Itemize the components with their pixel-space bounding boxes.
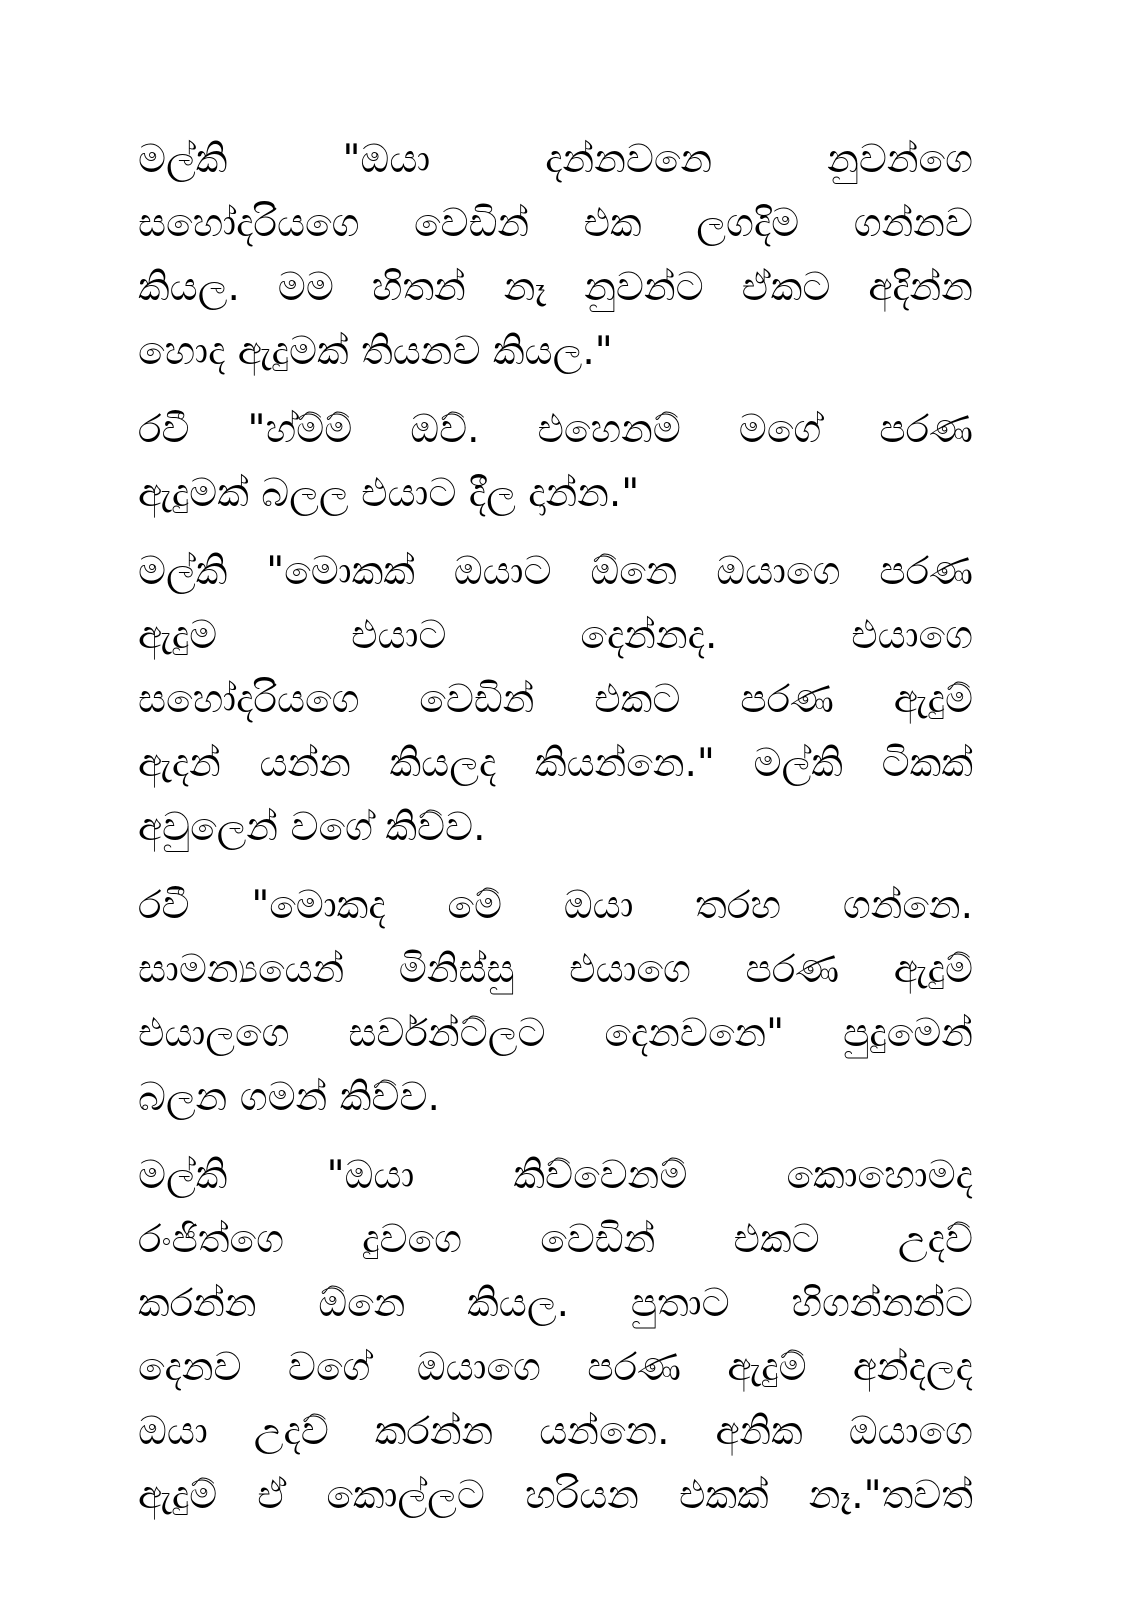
text-line: සහෝදරියගෙ වෙඩින් එක ලගදිම ගන්නව (138, 201, 973, 246)
paragraph-5 (138, 1144, 973, 1528)
text-line: රවී "මොකද මේ ඔයා තරහ ගන්නෙ. (138, 883, 973, 928)
text-line: මල්කි "ඔයා දන්නවනෙ නුවන්ගෙ (138, 137, 973, 182)
paragraph-2 (138, 398, 973, 526)
text-line: බලන ගමන් කිව්ව. (138, 1075, 440, 1120)
text-line: සාමන්‍යයෙන් මිනිස්සු එයාගෙ පරණ ඇදුම් (138, 947, 973, 992)
paragraph-3 (138, 540, 973, 860)
text-line: රංජිත්ගෙ දුවගෙ වෙඩින් එකට උදව් (138, 1217, 973, 1262)
body-text (138, 128, 973, 1542)
text-line: මල්කි "ඔයා කිව්වෙනම් කොහොමද (138, 1153, 973, 1198)
paragraph-4 (138, 874, 973, 1130)
paragraph-1 (138, 128, 973, 384)
text-line: කරන්න ඕනෙ කියල. පුතාට හිගන්නන්ට (138, 1281, 973, 1326)
text-line: ඇදන් යන්න කියලද කියන්නෙ." මල්කි ටිකක් (138, 741, 973, 786)
text-line: ඇදුම එයාට දෙන්නද. එයාගෙ (138, 613, 973, 658)
text-line: කියල. මම හිතන් නෑ නුවන්ට ඒකට අදින්න (138, 265, 973, 310)
text-line: ඇදුමක් බලල එයාට දීල දාන්න." (138, 471, 640, 516)
text-line: දෙනව වගේ ඔයාගෙ පරණ ඇදුම් අන්දලද (138, 1345, 973, 1390)
text-line: ඔයා උදව් කරන්න යන්නෙ. අනික ඔයාගෙ (138, 1409, 973, 1454)
text-line: මල්කි "මොකක් ඔයාට ඕනෙ ඔයාගෙ පරණ (138, 549, 973, 594)
text-line: හොද ඇදුමක් තියනව කියල." (138, 329, 613, 374)
text-line: රවී "හ්ම්ම් ඔව්. එහෙනම් මගේ පරණ (138, 407, 973, 452)
text-line: අවුලෙන් වගේ කිව්ව. (138, 805, 486, 850)
text-line: සහෝදරියගෙ වෙඩින් එකට පරණ ඇදුම් (138, 677, 973, 722)
text-line: එයාලගෙ සර්වන්ට්ලට දෙනවනෙ" පුදුමෙන් (138, 1011, 973, 1056)
text-line: ඇදුම් ඒ කොල්ලට හරියන එකක් නෑ."තවත් (138, 1473, 973, 1518)
